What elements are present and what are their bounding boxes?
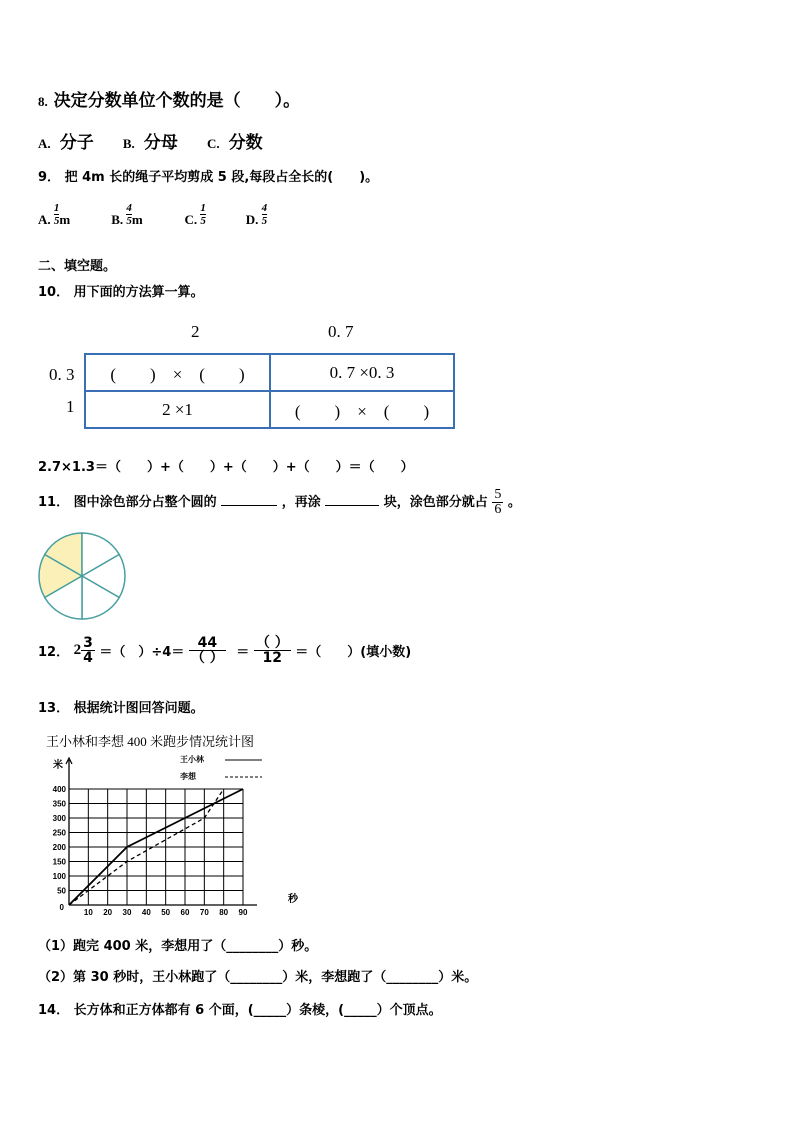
q10-row-header-1: 0. 3 <box>49 365 75 384</box>
x-tick-label: 30 <box>122 908 132 917</box>
q11-blank-1[interactable] <box>221 505 277 506</box>
chart-grid <box>66 758 257 905</box>
q9-option-a <box>38 202 108 228</box>
y-tick-label: 300 <box>52 814 66 823</box>
origin-label: 0 <box>59 903 64 912</box>
x-tick-label: 50 <box>161 908 171 917</box>
chart-title: 王小林和李想 400 米跑步情况统计图 <box>46 734 255 749</box>
x-tick-label: 20 <box>103 908 113 917</box>
q9-option-a-letter: A. <box>38 212 51 228</box>
q8-options <box>38 128 263 153</box>
q8-text: 决定分数单位个数的是（ ）。 <box>53 91 301 111</box>
q9-number: 9． <box>38 170 61 185</box>
q8-option-b-text: 分母 <box>143 133 178 153</box>
q12-frac1-den: 4 <box>83 650 93 666</box>
x-tick-label: 60 <box>180 908 190 917</box>
q12-whole: 2 <box>73 642 82 658</box>
x-tick-label: 70 <box>199 908 209 917</box>
q11-frac-den: 6 <box>494 502 502 517</box>
q10-equation[interactable]: 2.7×1.3＝（ ）+（ ）+（ ）+（ ）＝（ ） <box>38 460 414 475</box>
q11-frac-num: 5 <box>494 487 502 502</box>
q14-question[interactable] <box>38 999 442 1018</box>
q9-option-b-num: 4 <box>126 202 132 214</box>
q9-option-c-den: 5 <box>200 215 206 228</box>
q12-eq: ＝ <box>236 645 250 660</box>
legend-label: 王小林 <box>180 755 204 764</box>
q10-question <box>38 281 204 300</box>
q9-option-a-num: 1 <box>53 202 60 214</box>
q9-option-d <box>246 202 304 228</box>
q10-cell-r2c2[interactable]: ( ) × ( ) <box>270 391 454 428</box>
q10-cell-r1c2: 0. 7 ×0. 3 <box>270 354 454 391</box>
q11-text-c: 块，涂色部分就占 <box>383 495 488 510</box>
q10-cell-r1c1[interactable]: ( ) × ( ) <box>85 354 270 391</box>
q12-tail[interactable]: ＝（ ）(填小数) <box>295 645 412 660</box>
q10-number: 10． <box>38 285 70 300</box>
q12-frac2-den[interactable]: （ ） <box>190 650 224 666</box>
q14-number: 14． <box>38 1003 70 1018</box>
running-line-chart <box>40 750 320 925</box>
q9-option-d-num: 4 <box>261 202 268 214</box>
q9-option-d-fraction <box>262 202 268 227</box>
y-tick-label: 150 <box>52 857 66 867</box>
section-title: 二、填空题。 <box>38 259 117 274</box>
q11-question <box>38 488 521 517</box>
x-tick-label: 10 <box>83 908 93 917</box>
q12-fraction-2[interactable] <box>189 636 226 665</box>
q12-mid[interactable]: ＝（ ）÷4＝ <box>99 645 185 660</box>
q8-option-a-text: 分子 <box>59 133 94 153</box>
q13-sub2[interactable]: （2）第 30 秒时，王小林跑了（________）米，李想跑了（________）米。 <box>38 970 478 985</box>
q11-number: 11． <box>38 495 70 510</box>
q11-circle-diagram <box>37 531 127 621</box>
q12-frac2-num: 44 <box>197 635 218 651</box>
y-tick-label: 100 <box>52 872 66 881</box>
q13-question <box>38 697 204 716</box>
q9-option-d-letter: D. <box>245 212 259 228</box>
q12-frac1-num: 3 <box>83 635 93 651</box>
q9-text: 把 4m 长的绳子平均剪成 5 段,每段占全长的( )。 <box>64 170 379 185</box>
q9-option-d-den: 5 <box>261 215 268 228</box>
q10-col-header-2: 0. 7 <box>328 322 354 341</box>
y-tick-label: 250 <box>52 828 66 838</box>
q13-text: 根据统计图回答问题。 <box>73 701 204 716</box>
q10-calc-table <box>84 353 455 429</box>
q12-fraction-1 <box>81 636 95 665</box>
q10-text: 用下面的方法算一算。 <box>73 285 204 300</box>
q11-text-d: 。 <box>507 495 521 510</box>
q11-text-b: ，再涂 <box>281 495 321 510</box>
y-tick-label: 400 <box>52 785 66 794</box>
pie-sectors <box>39 533 125 619</box>
q9-option-a-unit: m <box>59 212 71 228</box>
q12-frac3-den: 12 <box>254 650 291 665</box>
q10-col-header-1: 2 <box>191 322 200 341</box>
q9-options <box>38 202 304 228</box>
q9-option-b-unit: m <box>131 212 143 228</box>
q10-row-header-2: 1 <box>66 397 75 416</box>
q8-option-b-letter: B. <box>122 136 135 151</box>
q9-option-b-letter: B. <box>111 212 124 228</box>
q12-frac3-num[interactable]: （ ） <box>255 635 289 651</box>
x-tick-label: 80 <box>219 908 229 917</box>
q9-option-c-fraction <box>200 202 206 227</box>
q11-text-a: 图中涂色部分占整个圆的 <box>73 495 217 510</box>
x-tick-label: 90 <box>238 908 248 917</box>
q11-blank-2[interactable] <box>325 505 379 506</box>
q8-option-a-letter: A. <box>38 136 51 151</box>
q10-cell-r2c1: 2 ×1 <box>85 391 270 428</box>
chart-ticks <box>52 758 299 917</box>
q8-question <box>38 86 300 111</box>
q12-question <box>38 636 411 665</box>
x-axis-label: 秒 <box>288 894 298 905</box>
q13-sub1[interactable]: （1）跑完 400 米，李想用了（________）秒。 <box>38 939 318 954</box>
q9-option-c-num: 1 <box>200 202 206 214</box>
x-tick-label: 40 <box>141 908 151 917</box>
legend-label: 李想 <box>180 772 196 781</box>
q14-text[interactable]: 长方体和正方体都有 6 个面，(_____）条棱，(_____）个顶点。 <box>73 1003 442 1018</box>
q9-option-a-den: 5 <box>53 215 60 228</box>
q9-option-b <box>111 202 181 228</box>
q8-number: 8. <box>38 94 48 109</box>
q9-question <box>38 166 378 185</box>
chart-legend <box>179 754 262 781</box>
q8-option-c-letter: C. <box>206 136 220 151</box>
q12-number: 12． <box>38 645 70 660</box>
y-axis-label: 米 <box>53 760 63 771</box>
q13-number: 13． <box>38 701 70 716</box>
q11-fraction <box>492 488 503 517</box>
q8-option-c-text: 分数 <box>228 133 263 153</box>
y-tick-label: 350 <box>52 799 66 809</box>
q9-option-b-den: 5 <box>126 215 132 228</box>
q9-option-c-letter: C. <box>184 212 198 228</box>
q12-fraction-3[interactable] <box>254 636 291 665</box>
y-tick-label: 200 <box>52 843 66 852</box>
y-tick-label: 50 <box>57 886 66 896</box>
q9-option-c <box>185 202 243 228</box>
